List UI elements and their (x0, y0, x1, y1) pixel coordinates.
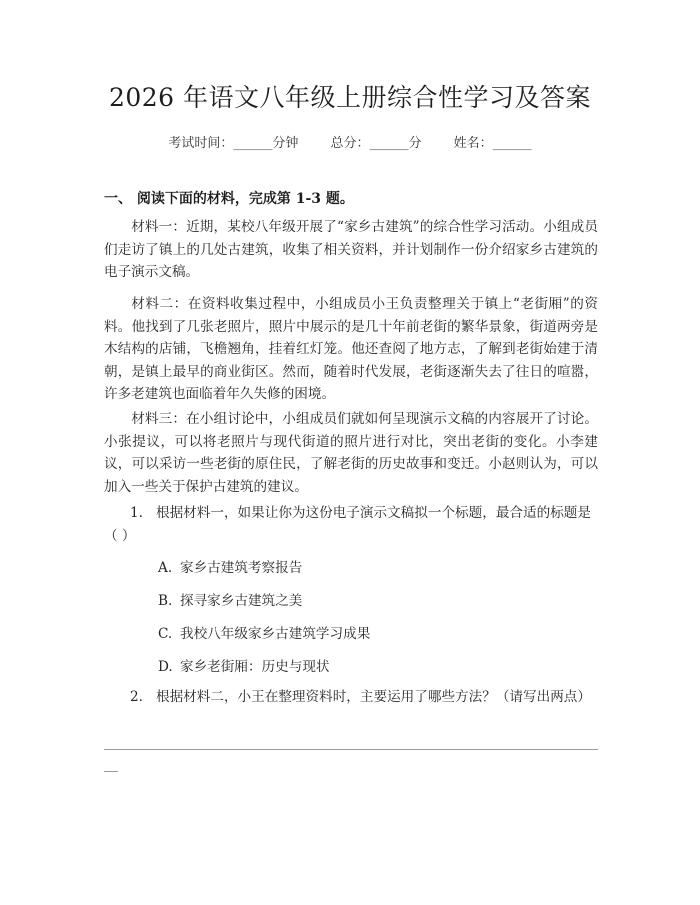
question-2 (104, 686, 598, 709)
option-text: 家乡古建筑考察报告 (180, 560, 303, 576)
page-title: 2026 年语文八年级上册综合性学习及答案 (108, 83, 592, 112)
option-text: 家乡老街厢：历史与现状 (180, 659, 330, 675)
option-c[interactable] (158, 622, 370, 642)
material-3: 材料三：在小组讨论中，小组成员们就如何呈现演示文稿的内容展开了讨论。小张提议，可以将老照片与现代街道的照片进行对比，突出老街的变化。小李建议，可以采访一些老街的原住民，了解老街的历史故事和变迁。小赵则认为，可以加入一些关于保护古建筑的建议。 (104, 411, 598, 495)
material-1: 材料一：近期，某校八年级开展了“家乡古建筑”的综合性学习活动。小组成员们走访了镇上的几处古建筑，收集了相关资料，并计划制作一份介绍家乡古建筑的电子演示文稿。 (104, 219, 598, 280)
option-letter: B. (158, 593, 173, 609)
section-heading: 一、 阅读下面的材料，完成第 1-3 题。 (104, 191, 354, 207)
question-text: 根据材料一，如果让你为这份电子演示文稿拟一个标题，最合适的标题是（ ） (104, 505, 591, 544)
material-2: 材料二：在资料收集过程中，小组成员小王负责整理关于镇上“老街厢”的资料。他找到了几张老照片，照片中展示的是几十年前老街的繁华景象，街道两旁是木结构的店铺，飞檐翘角，挂着红灯笼。他还查阅了地方志，了解到老街始建于清朝，是镇上最早的商业街区。然而，随着时代发展，老街逐渐失去了往日的喧嚣，许多老建筑也面临着年久失修的困境。 (104, 296, 598, 402)
student-name-field: 姓名：______ (453, 136, 532, 151)
total-score-field: 总分：______分 (330, 136, 422, 151)
exam-time-field: 考试时间：______分钟 (168, 136, 299, 151)
question-text: 根据材料二，小王在整理资料时，主要运用了哪些方法？（请写出两点） (156, 689, 591, 705)
exam-meta (0, 132, 700, 151)
option-letter: D. (158, 659, 173, 675)
answer-line[interactable] (104, 749, 598, 750)
question-1 (104, 502, 598, 547)
option-a[interactable] (158, 556, 302, 576)
option-b[interactable] (158, 589, 302, 609)
question-number: 1. (130, 505, 143, 521)
option-text: 探寻家乡古建筑之美 (180, 593, 303, 609)
option-text: 我校八年级家乡古建筑学习成果 (180, 626, 371, 642)
option-d[interactable] (158, 655, 330, 675)
answer-line-continuation[interactable] (104, 771, 118, 772)
option-letter: C. (158, 626, 173, 642)
option-letter: A. (158, 560, 173, 576)
question-number: 2. (130, 689, 143, 705)
